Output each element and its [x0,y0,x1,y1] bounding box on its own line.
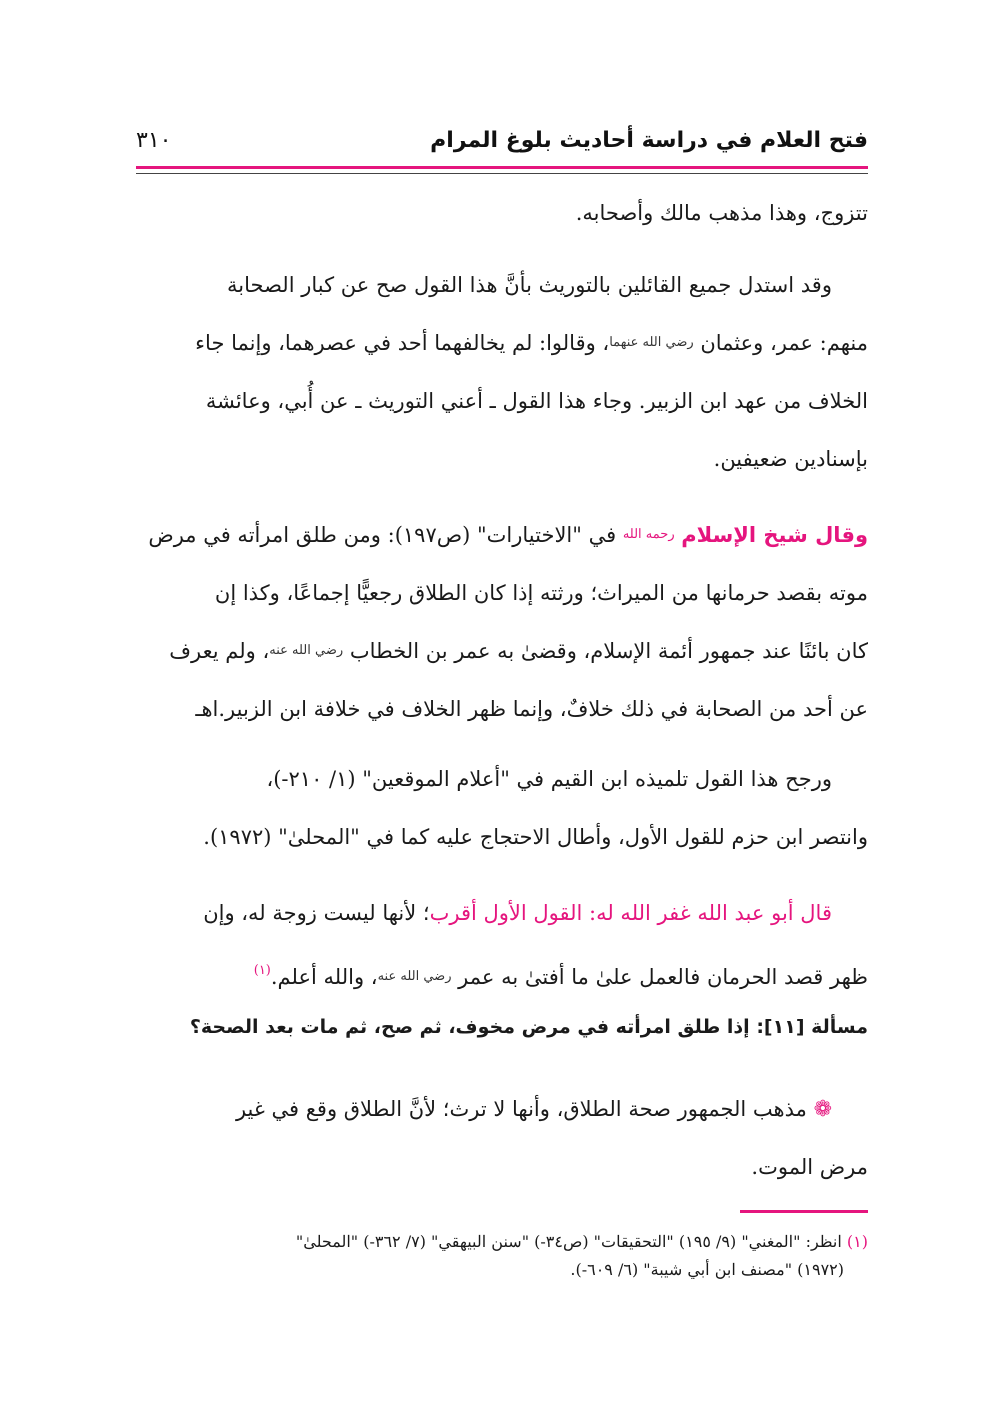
text-line [136,1080,868,1138]
text-segment: ظهر قصد الحرمان فالعمل علىٰ ما أفتىٰ به عمر [458,965,868,989]
paragraph-1 [136,184,868,242]
text-line: وانتصر ابن حزم للقول الأول، وأطال الاحتجاج عليه كما في "المحلیٰ" (١٩٧٢). [203,825,868,849]
footnote-reference[interactable]: (١) [253,963,271,978]
footnote [136,1228,868,1284]
text-segment: مذهب الجمهور صحة الطلاق، وأنها لا ترث؛ لأنَّ الطلاق وقع في غير [235,1097,814,1121]
text-line [136,506,868,564]
text-line: موته بقصد حرمانها من الميراث؛ ورثته إذا كان الطلاق رجعيًّا إجماعًا، وكذا إن [214,581,868,605]
text-line [136,314,868,372]
text-segment: كان بائنًا عند جمهور أئمة الإسلام، وقضىٰ به عمر بن الخطاب [349,639,868,663]
honorific-glyph: رضي الله عنه [377,969,452,984]
header-rule-dark [136,173,868,174]
text-segment: منهم: عمر، وعثمان [700,331,868,355]
paragraph-6 [136,1080,868,1196]
text-line: الخلاف من عهد ابن الزبير. وجاء هذا القول ـ أعني التوريث ـ عن أُبي، وعائشة [205,389,868,413]
text-segment: ، ولم يعرف [169,639,270,663]
document-page [136,0,868,1418]
paragraph-5 [136,884,868,1000]
footnote-separator [740,1210,868,1213]
text-segment: ، وقالوا: لم يخالفهما أحد في عصرهما، وإنما جاء [195,331,610,355]
honorific-glyph: رحمه الله [622,527,675,542]
text-line: ورجح هذا القول تلميذه ابن القيم في "أعلام الموقعين" (١/ ٢١٠-)، [266,767,832,791]
page-header [136,128,868,168]
footnote-number: (١) [846,1232,868,1251]
issue-label: مسألة [١١]: [756,1016,868,1038]
text-segment: في "الاختيارات" (ص١٩٧): ومن طلق امرأته في مرض [148,523,623,547]
text-line: عن أحد من الصحابة في ذلك خلافٌ، وإنما ظهر الخلاف في خلافة ابن الزبير.اهـ [195,697,868,721]
footnote-line: (١٩٧٢) "مصنف ابن أبي شيبة" (٦/ ٦٠٩-). [570,1260,844,1279]
text-line [136,942,868,1000]
text-segment: انظر: "المغني" (٩/ ١٩٥) "التحقيقات" (ص٣٤-) "سنن البيهقي" (٧/ ٣٦٢-) "المحلیٰ" [295,1232,847,1251]
page-number: ٣١٠ [136,128,172,153]
text-line: مرض الموت. [751,1155,868,1179]
flower-ornament-icon: ❁ [813,1097,832,1122]
issue-question: إذا طلق امرأته في مرض مخوف، ثم صح، ثم مات بعد الصحة؟ [189,1016,757,1038]
text-line [136,884,868,942]
text-line: تتزوج، وهذا مذهب مالك وأصحابه. [575,201,868,225]
text-line [136,622,868,680]
honorific-glyph: رضي الله عنه [269,643,344,658]
text-segment: ؛ لأنها ليست زوجة له، وإن [203,901,430,925]
book-title: فتح العلام في دراسة أحاديث بلوغ المرام [430,128,868,153]
issue-heading [136,1016,868,1038]
paragraph-2 [136,256,868,488]
text-segment: ، والله أعلم. [270,965,378,989]
quoted-scholar: وقال شيخ الإسلام [681,523,868,547]
text-line: بإسنادين ضعيفين. [713,447,868,471]
paragraph-3 [136,506,868,738]
author-opinion: قال أبو عبد الله غفر الله له: القول الأول أقرب [429,901,832,925]
paragraph-4 [136,750,868,866]
text-line: وقد استدل جميع القائلين بالتوريث بأنَّ هذا القول صح عن كبار الصحابة [227,273,832,297]
honorific-glyph: رضي الله عنهما [609,335,694,350]
header-rule-pink [136,166,868,169]
footnote-line [136,1228,868,1256]
